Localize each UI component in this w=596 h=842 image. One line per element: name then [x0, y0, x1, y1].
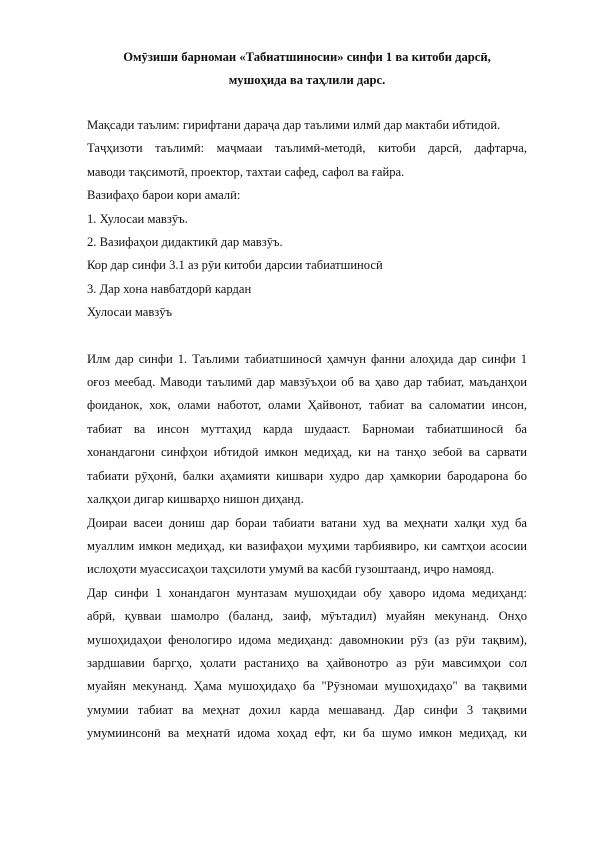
body-line: муайян мекунанд. Ҳама мушоҳидаҳо ба "Рӯзномаи мушоҳидаҳо" ва тақвими	[87, 679, 527, 694]
document-title	[87, 46, 527, 92]
spacer	[87, 92, 527, 114]
intro-line: Хулосаи мавзӯъ	[87, 305, 173, 320]
intro-line: Кор дар синфи 3.1 аз рӯи китоби дарсии табиатшиносӣ	[87, 258, 383, 273]
intro-line: Мақсади таълим: гирифтани дараҷа дар таълими илмӣ дар мактаби ибтидоӣ.	[87, 118, 501, 132]
body-line: ислоҳоти муассисаҳои таҳсилоти умумӣ ва касбӣ гузоштаанд, иҷро намояд.	[87, 562, 495, 577]
body-line: Дар синфи 1 хонандагон мунтазам мушоҳидаи обу ҳаворо идома медиҳанд:	[87, 585, 527, 600]
body-line: хонандагони синфҳои ибтидоӣ имкон медиҳад, ки на танҳо зебоӣ ва сарвати	[87, 445, 527, 460]
intro-line: 3. Дар хона навбатдорӣ кардан	[87, 281, 252, 296]
intro-line: маводи тақсимотӣ, проектор, тахтаи сафед, сафол ва ғайра.	[87, 164, 405, 179]
body-line: Илм дар синфи 1. Таълими табиатшиносӣ ҳамчун фанни алоҳида дар синфи 1	[87, 351, 527, 366]
body-line: умумии табиат ва меҳнат дохил карда мешаванд. Дар синфи 3 тақвими	[87, 702, 527, 717]
body-line: мушоҳидаҳои фенологиро идома медиҳанд: давомнокии рӯз (аз рӯи тақвим),	[87, 632, 527, 647]
intro-line: 2. Вазифаҳои дидактикӣ дар мавзӯъ.	[87, 235, 283, 250]
body-section	[87, 348, 527, 746]
intro-line: 1. Хулосаи мавзӯъ.	[87, 211, 188, 226]
body-line: муаллим имкон медиҳад, ки вазифаҳои муҳими тарбиявиро, ки самтҳои асосии	[87, 538, 527, 553]
intro-line: Вазифаҳо барои кори амалӣ:	[87, 188, 241, 203]
intro-line: Таҷҳизоти таълимӣ: маҷмааи таълимӣ-методӣ, китоби дарсӣ, дафтарча,	[87, 141, 527, 156]
body-line: оғоз меебад. Маводи таълимӣ дар мавзӯъҳои об ва ҳаво дар табиат, маъданҳои	[87, 375, 527, 390]
body-line: халқҳои дигар кишварҳо нишон диҳанд.	[87, 492, 304, 507]
body-line: абрӣ, қувваи шамолро (баланд, заиф, мӯътадил) муайян мекунанд. Онҳо	[87, 609, 527, 624]
body-line: Доираи васеи дониш дар бораи табиати ватани худ ва меҳнати халқи худ ба	[87, 515, 527, 530]
title-line-2: мушоҳида ва таҳлили дарс.	[228, 73, 386, 87]
body-line: зардшавии баргҳо, ҳолати растаниҳо ва ҳайвонотро аз рӯи мавсимҳои сол	[87, 655, 527, 670]
document-page	[87, 46, 527, 746]
body-line: умумиинсонӣ ва меҳнатӣ идома хоҳад ефт, ки ба шумо имкон медиҳад, ки	[87, 726, 527, 741]
body-line: табиат ва инсон муттаҳид карда шудааст. Барномаи табиатшиносӣ ба	[87, 421, 527, 436]
title-line-1: Омӯзиши барномаи «Табиатшиносии» синфи 1 ва китоби дарсӣ,	[123, 50, 491, 64]
spacer	[87, 325, 527, 348]
body-line: табиати рӯҳонӣ, балки аҳамияти кишвари худро дар ҳамкории бародарона бо	[87, 468, 527, 483]
body-line: фоиданок, хок, олами наботот, олами Ҳайвонот, табиат ва саломатии инсон,	[87, 398, 527, 413]
intro-section	[87, 114, 527, 325]
